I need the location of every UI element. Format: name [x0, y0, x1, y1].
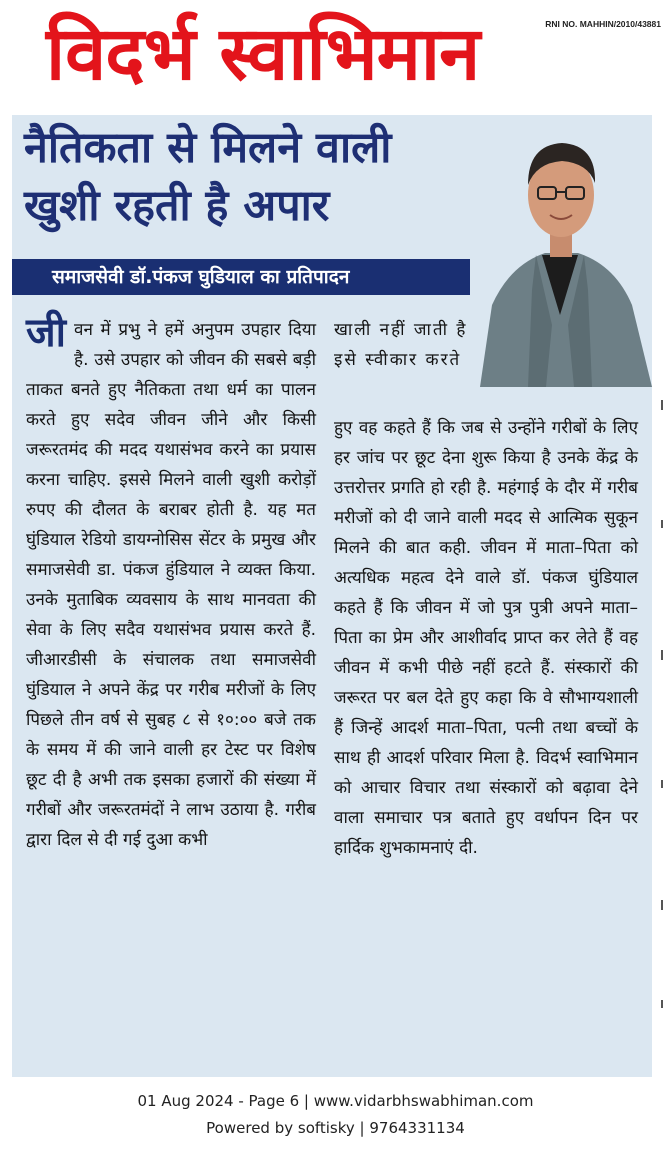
subheadline-bar [12, 259, 512, 295]
portrait-photo [470, 115, 652, 387]
page-footer [0, 1088, 671, 1142]
newspaper-logo: विदर्भ स्वाभिमान [46, 11, 480, 97]
footer-date-page-site: 01 Aug 2024 - Page 6 | www.vidarbhswabhiman.com [137, 1092, 534, 1110]
adjacent-clipping-edge [658, 380, 668, 1030]
column-2-top-text: खाली नहीं जाती है इसे स्वीकार करते [334, 320, 468, 370]
footer-powered-by: Powered by softisky | 9764331134 [206, 1119, 465, 1137]
headline-line-2: खुशी रहती है अपार [24, 181, 330, 231]
article-clipping [12, 115, 652, 1077]
column-2-text: हुए वह कहते हैं कि जब से उन्होंने गरीबों के लिए हर जांच पर छूट देना शुरू किया है उनके केंद्र के उत्तरोत्तर प्रगति हो रही है. महंगाई के दौर में गरीब मरीजों को दी जाने वाली मदद से आत्मिक सुकून मिलने की बात कही. जीवन में माता–पिता को अत्यधिक महत्व देने वाले डॉ. पंकज घुंडियाल कहते हैं कि जीवन में जो पुत्र पुत्री अपने माता–पिता का प्रेम और आशीर्वाद प्राप्त कर लेते हैं वह जीवन में कभी पीछे नहीं हटते हैं. संस्कारों की जरूरत पर बल देते हुए कहा कि वे सौभाग्यशाली हैं जिन्हें आदर्श माता–पिता, पत्नी तथा बच्चों के साथ ही आदर्श परिवार मिला है. विदर्भ स्वाभिमान को आचार विचार तथा संस्कारों को बढ़ावा देने वाला समाचार पत्र बताते हुए वर्धापन दिन पर हार्दिक शुभकामनाएं दी. [334, 418, 638, 858]
subheadline: समाजसेवी डॉ.पंकज घुडियाल का प्रतिपादन [52, 266, 350, 288]
rni-number: RNI NO. MAHHIN/2010/43881 [545, 19, 661, 29]
article-column-2 [334, 413, 638, 863]
column-1-text: वन में प्रभु ने हमें अनुपम उपहार दिया है. उसे उपहार को जीवन की सबसे बड़ी ताकत बनते हुए नैतिकता तथा धर्म का पालन करते हुए सदेव जीवन जीने और किसी जरूरतमंद की मदद यथासंभव करने का प्रयास करना चाहिए. इससे मिलने वाली खुशी करोड़ों रुपए की दौलत के बराबर होती है. यह मत घुंडियाल रेडियो डायग्नोसिस सेंटर के प्रमुख और समाजसेवी डा. पंकज हुंडियाल ने व्यक्त किया. उनके मुताबिक व्यवसाय के साथ मानवता की सेवा के लिए सदैव यथासंभव प्रयास करते हैं. जीआरडीसी के संचालक तथा समाजसेवी घुंडियाल ने अपने केंद्र पर गरीब मरीजों के लिए पिछले तीन वर्ष से सुबह ८ से १०:०० बजे तक के समय में की जाने वाली हर टेस्ट पर विशेष छूट दी है अभी तक इसका हजारों की संख्या में गरीबों और जरूरतमंदों ने लाभ उठाया है. गरीब द्वारा दिल से दी गई दुआ कभी [26, 320, 316, 850]
headline-line-1: नैतिकता से मिलने वाली [24, 123, 392, 173]
masthead [0, 0, 671, 112]
article-column-1 [26, 310, 316, 855]
drop-cap: जी [26, 310, 67, 356]
